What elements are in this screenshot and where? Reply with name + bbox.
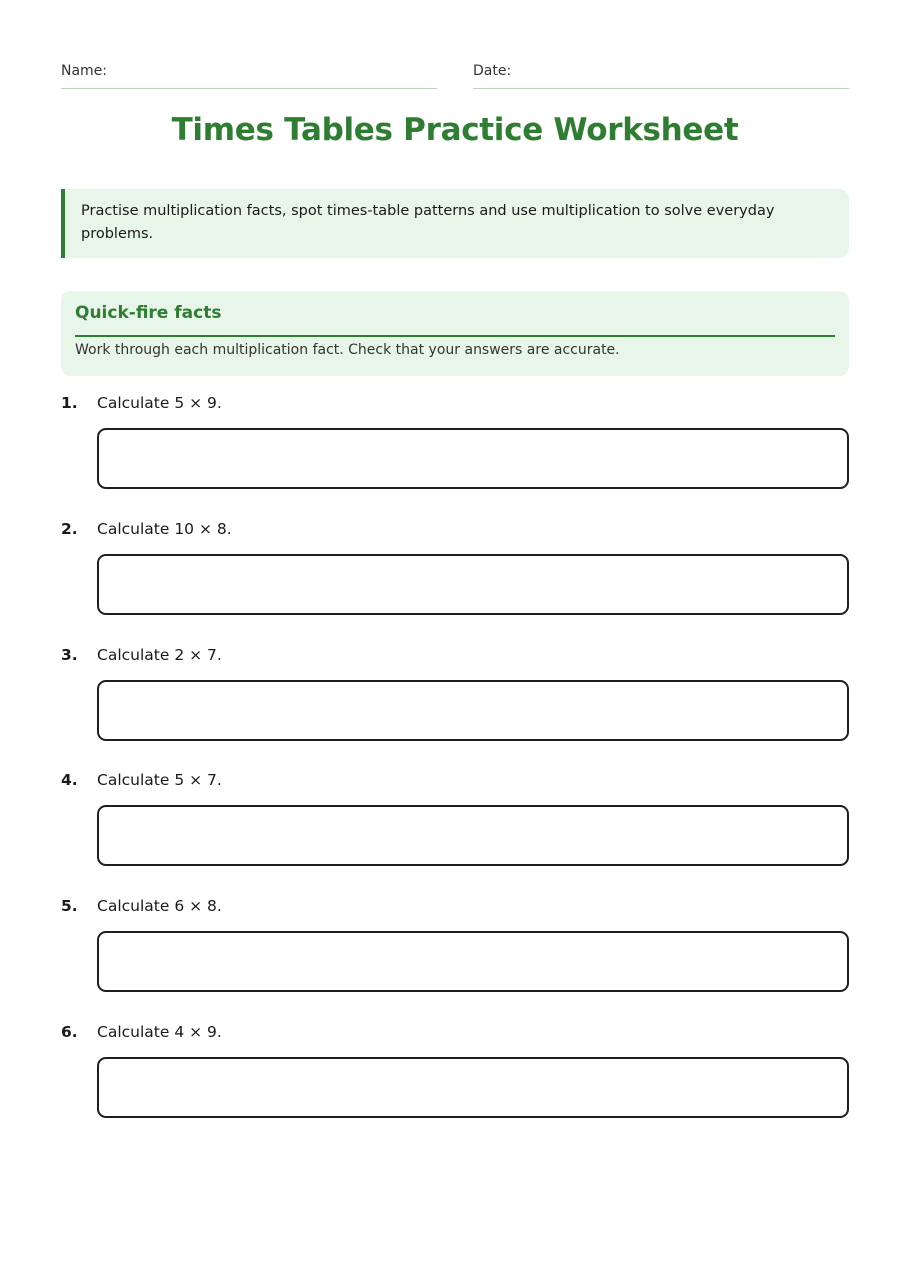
answer-box[interactable] [97,805,849,866]
question-number: 2. [61,520,78,538]
question-item [61,394,849,494]
answer-box[interactable] [97,931,849,992]
answer-box[interactable] [97,428,849,489]
question-number: 4. [61,771,78,789]
question-text: Calculate 4 × 9. [97,1023,222,1041]
date-label: Date: [473,63,512,79]
question-text: Calculate 5 × 7. [97,771,222,789]
answer-box[interactable] [97,1057,849,1118]
question-item [61,1023,849,1123]
section-description: Work through each multiplication fact. Check that your answers are accurate. [75,342,620,358]
question-text: Calculate 10 × 8. [97,520,232,538]
question-item [61,646,849,746]
section-divider [75,335,835,337]
section-title: Quick-fire facts [75,303,222,323]
question-number: 6. [61,1023,78,1041]
section-header [61,291,849,376]
name-label: Name: [61,63,108,79]
header-fields [61,58,849,88]
question-number: 3. [61,646,78,664]
page-title: Times Tables Practice Worksheet [171,112,739,148]
name-field[interactable] [61,58,437,89]
question-item [61,520,849,620]
answer-box[interactable] [97,554,849,615]
question-text: Calculate 5 × 9. [97,394,222,412]
question-item [61,897,849,997]
date-field[interactable] [473,58,849,89]
answer-box[interactable] [97,680,849,741]
question-number: 5. [61,897,78,915]
question-item [61,771,849,871]
question-number: 1. [61,394,78,412]
question-text: Calculate 6 × 8. [97,897,222,915]
intro-callout: Practise multiplication facts, spot times-table patterns and use multiplication to solve everyday problems. [61,189,849,258]
question-text: Calculate 2 × 7. [97,646,222,664]
